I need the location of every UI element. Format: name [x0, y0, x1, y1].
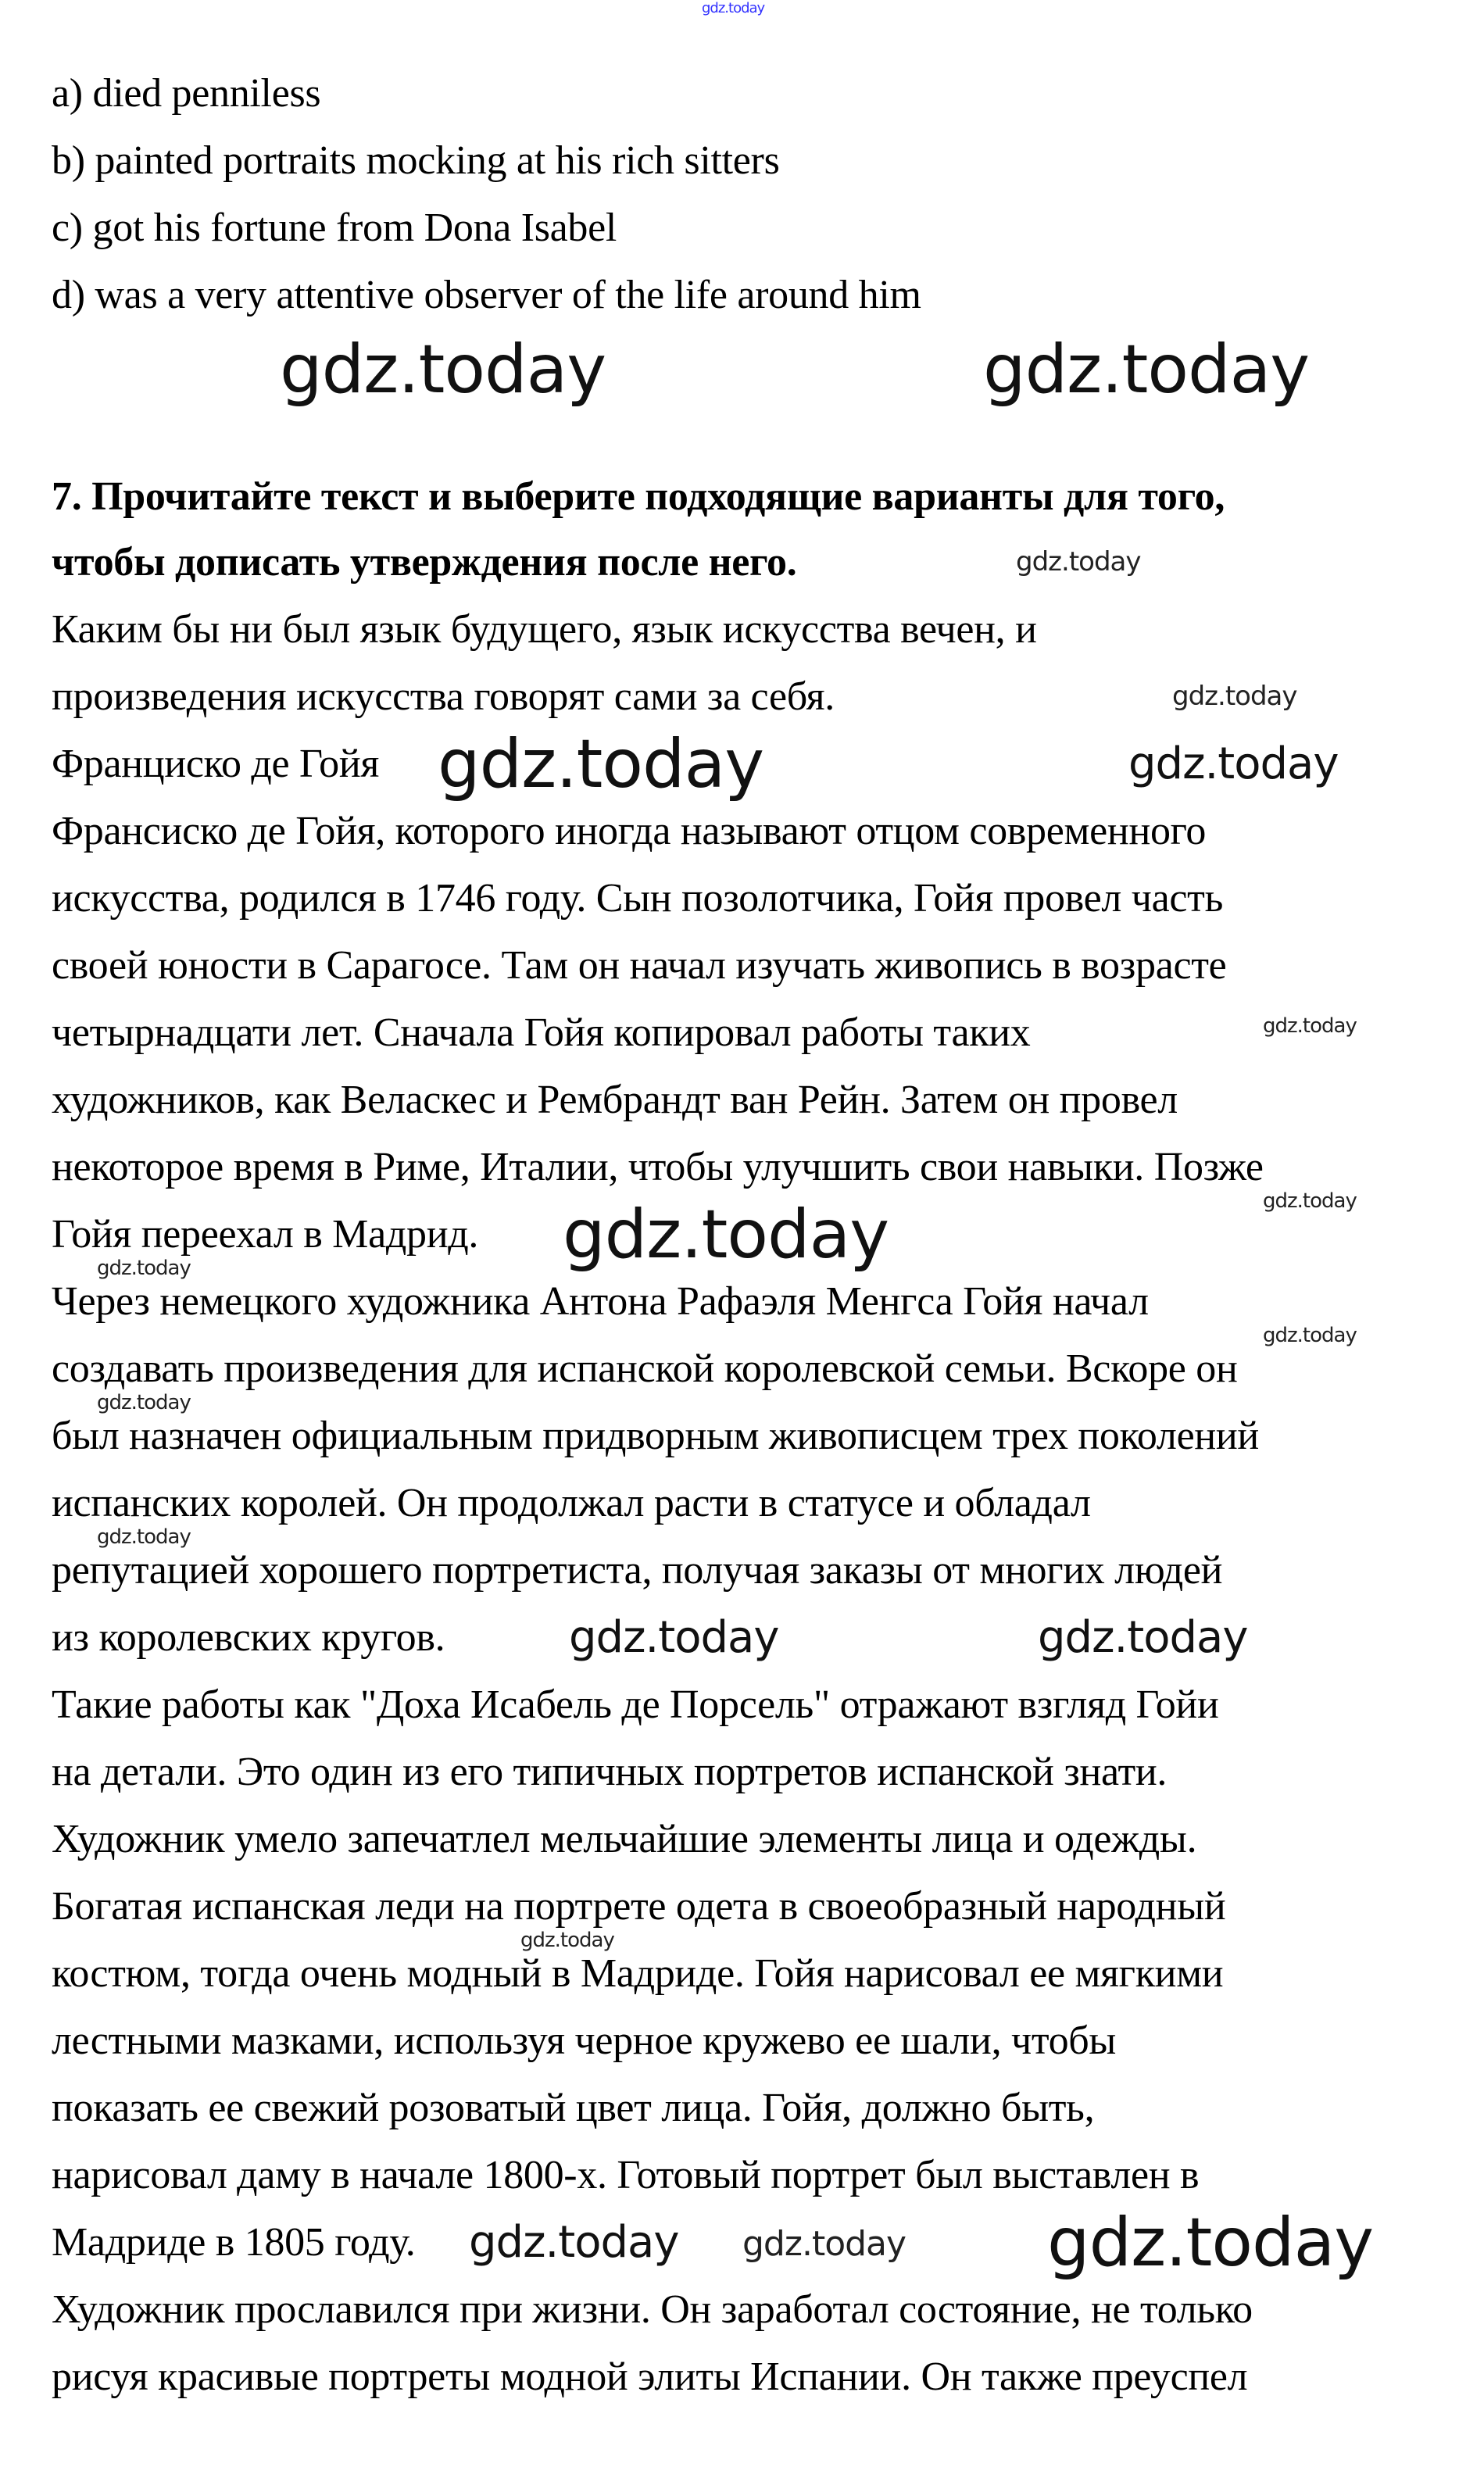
option-a: a) died penniless [52, 71, 321, 116]
body-line: некоторое время в Риме, Италии, чтобы улучшить свои навыки. Позже [52, 1145, 1264, 1189]
body-line: Гойя переехал в Мадрид. [52, 1212, 479, 1257]
watermark: gdz.today [97, 1525, 191, 1549]
watermark: gdz.today [563, 1196, 889, 1274]
body-line: был назначен официальным придворным живописцем трех поколений [52, 1414, 1259, 1458]
watermark: gdz.today [1016, 546, 1141, 577]
watermark: gdz.today [1047, 2204, 1374, 2282]
body-line: Богатая испанская леди на портрете одета в своеобразный народный [52, 1884, 1226, 1929]
body-line: своей юности в Сарагосе. Там он начал изучать живопись в возрасте [52, 943, 1227, 988]
body-line: Такие работы как "Доха Исабель де Порсель" отражают взгляд Гойи [52, 1682, 1219, 1727]
body-line: Художник прославился при жизни. Он заработал состояние, не только [52, 2287, 1253, 2332]
body-line: испанских королей. Он продолжал расти в статусе и обладал [52, 1481, 1091, 1525]
option-c: c) got his fortune from Dona Isabel [52, 206, 617, 250]
watermark: gdz.today [1263, 1324, 1357, 1347]
top-watermark: gdz.today [702, 0, 765, 16]
watermark: gdz.today [97, 1391, 191, 1414]
watermark: gdz.today [469, 2217, 679, 2268]
body-line: показать ее свежий розоватый цвет лица. Гойя, должно быть, [52, 2086, 1095, 2130]
body-line: Франсиско де Гойя, которого иногда называют отцом современного [52, 809, 1207, 853]
option-d: d) was a very attentive observer of the life around him [52, 273, 921, 317]
watermark: gdz.today [280, 331, 606, 409]
watermark: gdz.today [1172, 681, 1297, 712]
watermark: gdz.today [569, 1612, 779, 1663]
heading-line: чтобы дописать утверждения после него. [52, 540, 797, 585]
watermark: gdz.today [1128, 738, 1339, 789]
body-line: рисуя красивые портреты модной элиты Испании. Он также преуспел [52, 2354, 1248, 2399]
watermark: gdz.today [1263, 1014, 1357, 1038]
body-line: лестными мазками, используя черное кружево ее шали, чтобы [52, 2018, 1117, 2063]
watermark: gdz.today [520, 1929, 614, 1952]
heading-line: 7. Прочитайте текст и выберите подходящие варианты для того, [52, 474, 1225, 519]
body-line: Художник умело запечатлел мельчайшие элементы лица и одежды. [52, 1817, 1197, 1861]
watermark: gdz.today [1263, 1189, 1357, 1213]
body-line: нарисовал даму в начале 1800-х. Готовый портрет был выставлен в [52, 2153, 1200, 2197]
body-line: четырнадцати лет. Сначала Гойя копировал работы таких [52, 1010, 1031, 1055]
body-line: создавать произведения для испанской королевской семьи. Вскоре он [52, 1346, 1238, 1391]
body-line: костюм, тогда очень модный в Мадриде. Гойя нарисовал ее мягкими [52, 1951, 1224, 1996]
watermark: gdz.today [438, 725, 764, 803]
body-line: Франциско де Гойя [52, 742, 380, 786]
body-line: из королевских кругов. [52, 1615, 445, 1660]
body-line: искусства, родился в 1746 году. Сын позолотчика, Гойя провел часть [52, 876, 1223, 921]
body-line: репутацией хорошего портретиста, получая заказы от многих людей [52, 1548, 1223, 1593]
watermark: gdz.today [983, 331, 1310, 409]
body-line: на детали. Это один из его типичных портретов испанской знати. [52, 1750, 1168, 1794]
body-line: произведения искусства говорят сами за себя. [52, 674, 835, 719]
body-line: Каким бы ни был язык будущего, язык искусства вечен, и [52, 607, 1037, 652]
body-line: Мадриде в 1805 году. [52, 2220, 416, 2265]
body-line: Через немецкого художника Антона Рафаэля Менгса Гойя начал [52, 1279, 1149, 1324]
option-b: b) painted portraits mocking at his rich sitters [52, 138, 780, 183]
watermark: gdz.today [742, 2224, 906, 2264]
watermark: gdz.today [1038, 1612, 1248, 1663]
body-line: художников, как Веласкес и Рембрандт ван Рейн. Затем он провел [52, 1078, 1178, 1122]
watermark: gdz.today [97, 1257, 191, 1280]
